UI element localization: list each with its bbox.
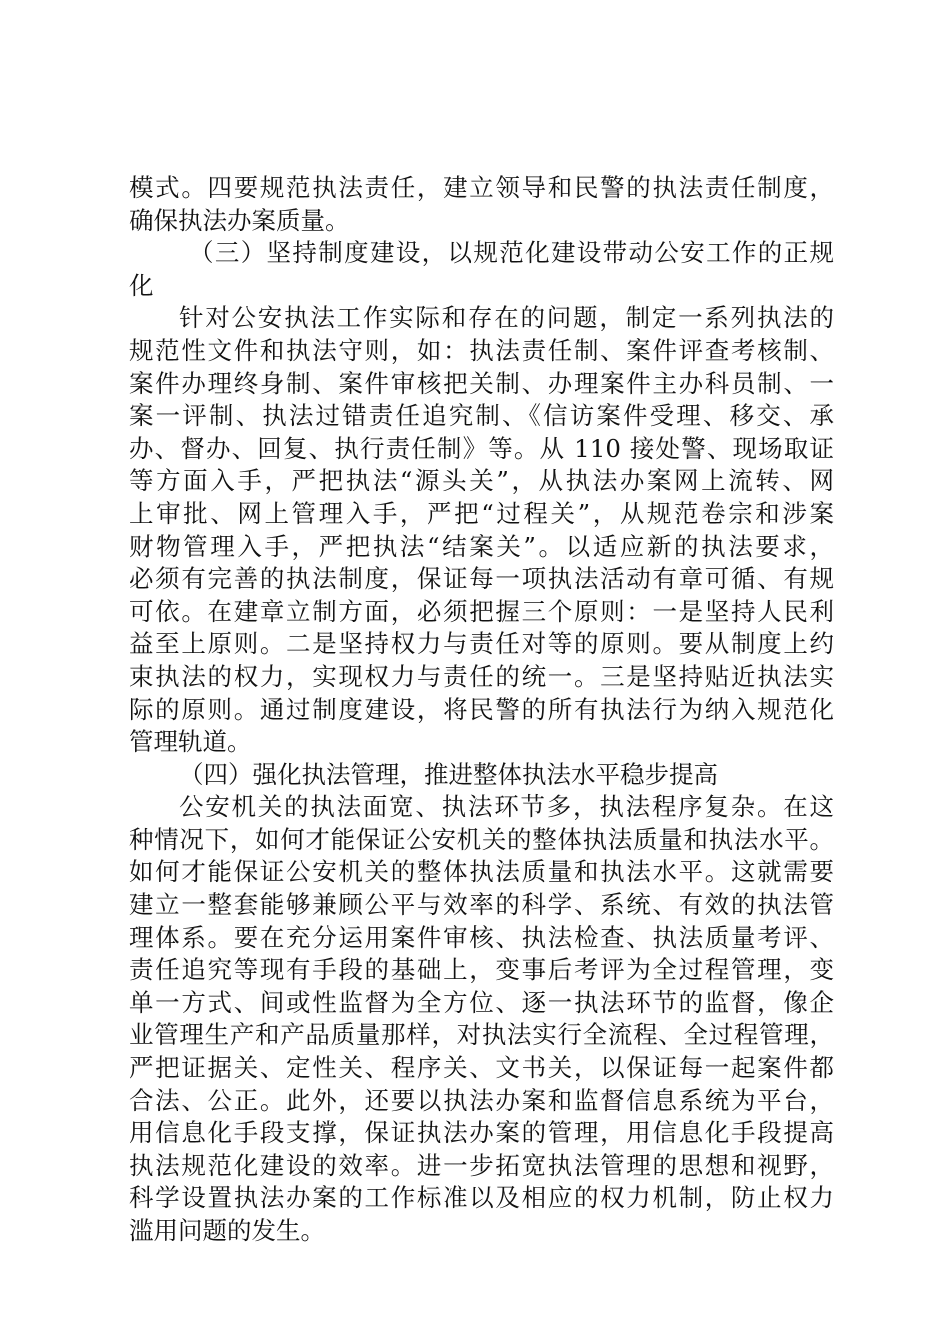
section-heading-3: （三）坚持制度建设，以规范化建设带动公安工作的正规 [189, 238, 834, 268]
text-line: 科学设置执法办案的工作标准以及相应的权力机制，防止权力 [129, 1183, 834, 1213]
text-line: 建立一整套能够兼顾公平与效率的科学、系统、有效的执法管 [129, 890, 834, 920]
text-line: 际的原则。通过制度建设，将民警的所有执法行为纳入规范化 [129, 694, 834, 724]
text-line: 可依。在建章立制方面，必须把握三个原则：一是坚持人民利 [129, 596, 834, 626]
text-line: 管理轨道。 [129, 727, 252, 757]
text-line: 滥用问题的发生。 [129, 1216, 325, 1245]
text-line: 必须有完善的执法制度，保证每一项执法活动有章可循、有规 [129, 564, 834, 594]
text-line: 案一评制、执法过错责任追究制、《信访案件受理、移交、承 [129, 401, 834, 431]
section-heading-3-cont: 化 [129, 270, 154, 300]
text-line: 用信息化手段支撑，保证执法办案的管理，用信息化手段提高 [129, 1118, 834, 1148]
text-line: 束执法的权力，实现权力与责任的统一。三是坚持贴近执法实 [129, 661, 834, 691]
text-line: 针对公安执法工作实际和存在的问题，制定一系列执法的 [179, 303, 834, 333]
text-line: 益至上原则。二是坚持权力与责任对等的原则。要从制度上约 [129, 629, 834, 659]
text-line: 严把证据关、定性关、程序关、文书关，以保证每一起案件都 [129, 1053, 834, 1083]
text-line: 等方面入手，严把执法“源头关”，从执法办案网上流转、网 [129, 466, 834, 496]
text-line: 财物管理入手，严把执法“结案关”。以适应新的执法要求， [129, 531, 834, 561]
text-line: 执法规范化建设的效率。进一步拓宽执法管理的思想和视野， [129, 1150, 834, 1180]
text-line: 如何才能保证公安机关的整体执法质量和执法水平。这就需要 [129, 857, 834, 887]
text-line: 合法、公正。此外，还要以执法办案和监督信息系统为平台， [129, 1085, 834, 1115]
text-line: 单一方式、间或性监督为全方位、逐一执法环节的监督，像企 [129, 987, 834, 1017]
text-line: 理体系。要在充分运用案件审核、执法检查、执法质量考评、 [129, 922, 834, 952]
document-body [129, 172, 834, 1248]
text-line: 办、督办、回复、执行责任制》等。从 110 接处警、现场取证 [129, 433, 834, 463]
text-line: 案件办理终身制、案件审核把关制、办理案件主办科员制、一 [129, 368, 834, 398]
text-line: 上审批、网上管理入手，严把“过程关”，从规范卷宗和涉案 [129, 498, 834, 528]
text-line: 模式。四要规范执法责任，建立领导和民警的执法责任制度， [129, 173, 834, 202]
text-line: 公安机关的执法面宽、执法环节多，执法程序复杂。在这 [179, 792, 834, 822]
text-line: 业管理生产和产品质量那样，对执法实行全流程、全过程管理， [129, 1020, 834, 1050]
text-line: 规范性文件和执法守则，如：执法责任制、案件评查考核制、 [129, 335, 834, 365]
text-line: 确保执法办案质量。 [129, 205, 350, 235]
text-line: 种情况下，如何才能保证公安机关的整体执法质量和执法水平。 [129, 824, 834, 854]
section-heading-4: （四）强化执法管理，推进整体执法水平稳步提高 [179, 759, 718, 789]
text-line: 责任追究等现有手段的基础上，变事后考评为全过程管理，变 [129, 955, 834, 985]
